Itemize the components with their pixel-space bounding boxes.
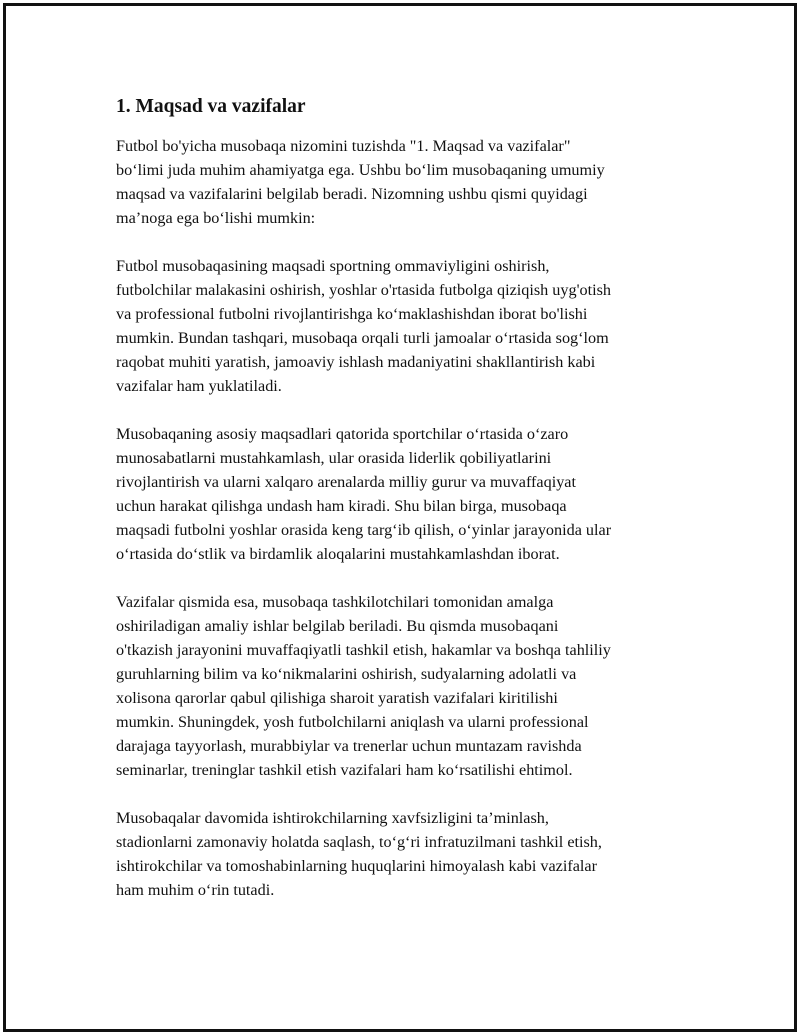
text-line: o‘rtasida do‘stlik va birdamlik aloqalarini mustahkamlashdan iborat. <box>116 545 560 563</box>
text-line: Musobaqalar davomida ishtirokchilarning xavfsizligini ta’minlash, <box>116 809 549 827</box>
text-line: uchun harakat qilishga undash ham kiradi. Shu bilan birga, musobaqa <box>116 497 567 515</box>
text-line: seminarlar, treninglar tashkil etish vazifalari ham ko‘rsatilishi ehtimol. <box>116 761 573 779</box>
text-line: maqsad va vazifalarini belgilab beradi. Nizomning ushbu qismi quyidagi <box>116 185 588 203</box>
text-line: vazifalar ham yuklatiladi. <box>116 377 282 395</box>
text-line: rivojlantirish va ularni xalqaro arenalarda milliy gurur va muvaffaqiyat <box>116 473 576 491</box>
text-line: mumkin. Shuningdek, yosh futbolchilarni aniqlash va ularni professional <box>116 713 589 731</box>
paragraph-intro <box>116 134 686 230</box>
text-line: Futbol musobaqasining maqsadi sportning ommaviyligini oshirish, <box>116 257 550 275</box>
text-line: maqsadi futbolni yoshlar orasida keng targ‘ib qilish, o‘yinlar jarayonida ular <box>116 521 612 539</box>
text-line: guruhlarning bilim va ko‘nikmalarini oshirish, sudyalarning adolatli va <box>116 665 577 683</box>
text-line: ham muhim o‘rin tutadi. <box>116 881 275 899</box>
text-line: Futbol bo'yicha musobaqa nizomini tuzishda "1. Maqsad va vazifalar" <box>116 137 571 155</box>
paragraph-goal <box>116 254 686 398</box>
text-line: va professional futbolni rivojlantirishga ko‘maklashishdan iborat bo'lishi <box>116 305 588 323</box>
text-line: futbolchilar malakasini oshirish, yoshlar o'rtasida futbolga qiziqish uyg'otish <box>116 281 611 299</box>
text-line: munosabatlarni mustahkamlash, ular orasida liderlik qobiliyatlarini <box>116 449 552 467</box>
paragraph-tasks <box>116 590 686 782</box>
text-line: ma’noga ega bo‘lishi mumkin: <box>116 209 316 227</box>
text-line: bo‘limi juda muhim ahamiyatga ega. Ushbu bo‘lim musobaqaning umumiy <box>116 161 605 179</box>
text-line: raqobat muhiti yaratish, jamoaviy ishlash madaniyatini shakllantirish kabi <box>116 353 596 371</box>
text-line: stadionlarni zamonaviy holatda saqlash, to‘g‘ri infratuzilmani tashkil etish, <box>116 833 602 851</box>
text-line: Vazifalar qismida esa, musobaqa tashkilotchilari tomonidan amalga <box>116 593 554 611</box>
document-body <box>116 94 686 926</box>
text-line: xolisona qarorlar qabul qilishiga sharoit yaratish vazifalari kiritilishi <box>116 689 558 707</box>
section-heading: 1. Maqsad va vazifalar <box>116 96 306 117</box>
text-line: o'tkazish jarayonini muvaffaqiyatli tashkil etish, hakamlar va boshqa tahliliy <box>116 641 611 659</box>
text-line: darajaga tayyorlash, murabbiylar va trenerlar uchun muntazam ravishda <box>116 737 582 755</box>
paragraph-safety <box>116 806 686 902</box>
text-line: oshiriladigan amaliy ishlar belgilab beriladi. Bu qismda musobaqani <box>116 617 559 635</box>
text-line: Musobaqaning asosiy maqsadlari qatorida sportchilar o‘rtasida o‘zaro <box>116 425 569 443</box>
paragraph-main-goals <box>116 422 686 566</box>
text-line: mumkin. Bundan tashqari, musobaqa orqali turli jamoalar o‘rtasida sog‘lom <box>116 329 609 347</box>
text-line: ishtirokchilar va tomoshabinlarning huquqlarini himoyalash kabi vazifalar <box>116 857 598 875</box>
